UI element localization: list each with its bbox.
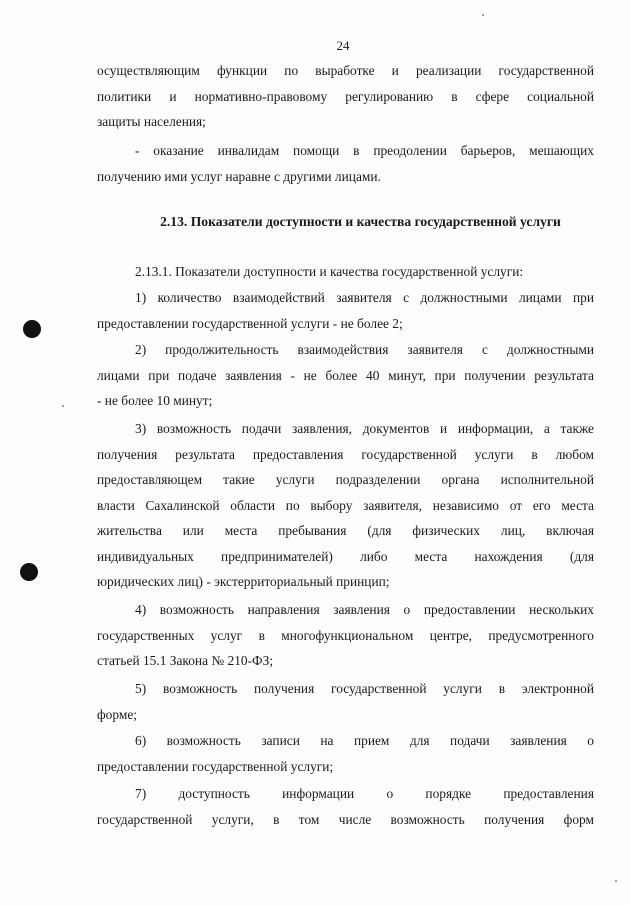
- punch-hole-bottom: [20, 563, 38, 581]
- intro-paragraph: [97, 58, 594, 135]
- text-line: предоставляющем такие услуги подразделении органа исполнительной: [97, 472, 594, 487]
- text-line: 2.13.1. Показатели доступности и качества государственной услуги:: [135, 264, 524, 279]
- scan-speck: [62, 405, 64, 407]
- text-line: предоставлении государственной услуги - не более 2;: [97, 315, 403, 331]
- barriers-paragraph: [97, 138, 594, 189]
- text-line: жительства или места пребывания (для физических лиц, включая: [97, 523, 594, 538]
- text-line: государственных услуг в многофункциональном центре, предусмотренного: [97, 627, 594, 643]
- text-line: государственной услуги, в том числе возможность получения форм: [97, 811, 594, 827]
- text-line: политики и нормативно-правовому регулированию в сфере социальной: [97, 88, 594, 104]
- text-line: 2) продолжительность взаимодействия заявителя с должностными: [135, 342, 594, 357]
- text-line: - оказание инвалидам помощи в преодолении барьеров, мешающих: [135, 143, 594, 158]
- list-item: [97, 676, 594, 727]
- text-line: власти Сахалинской области по выбору заявителя, независимо от его места: [97, 497, 594, 513]
- list-item: [97, 416, 594, 595]
- list-item: [97, 285, 594, 336]
- text-line: индивидуальных предпринимателей) либо места нахождения (для: [97, 548, 594, 564]
- text-line: 6) возможность записи на прием для подачи заявления о: [135, 733, 594, 748]
- text-line: 4) возможность направления заявления о предоставлении нескольких: [135, 602, 594, 617]
- text-line: 7) доступность информации о порядке предоставления: [135, 786, 594, 801]
- text-line: 5) возможность получения государственной услуги в электронной: [135, 681, 594, 696]
- text-line: 3) возможность подачи заявления, документов и информации, а также: [135, 421, 594, 436]
- text-line: 1) количество взаимодействий заявителя с должностными лицами при: [135, 290, 594, 305]
- text-line: форме;: [97, 706, 138, 722]
- page-number: 24: [336, 38, 350, 53]
- section-heading: 2.13. Показатели доступности и качества государственной услуги: [160, 214, 561, 229]
- text-line: предоставлении государственной услуги;: [97, 758, 334, 774]
- text-line: осуществляющим функции по выработке и реализации государственной: [97, 63, 594, 78]
- list-item: [97, 597, 594, 674]
- text-line: защиты населения;: [97, 114, 206, 129]
- list-item: [97, 728, 594, 779]
- list-item: [97, 337, 594, 414]
- subsection-paragraph: [97, 259, 594, 285]
- list-item: [97, 781, 594, 832]
- text-line: получению ими услуг наравне с другими лицами.: [97, 168, 381, 184]
- text-line: юридических лиц) - экстерриториальный принцип;: [97, 574, 390, 589]
- scan-speck: [615, 880, 617, 882]
- text-line: получения результата предоставления государственной услуги в любом: [97, 446, 594, 462]
- text-line: статьей 15.1 Закона № 210-ФЗ;: [97, 653, 274, 668]
- punch-hole-top: [23, 320, 41, 338]
- text-line: лицами при подаче заявления - не более 40 минут, при получении результата: [97, 367, 594, 383]
- scan-speck: [482, 14, 484, 16]
- text-line: - не более 10 минут;: [97, 393, 213, 408]
